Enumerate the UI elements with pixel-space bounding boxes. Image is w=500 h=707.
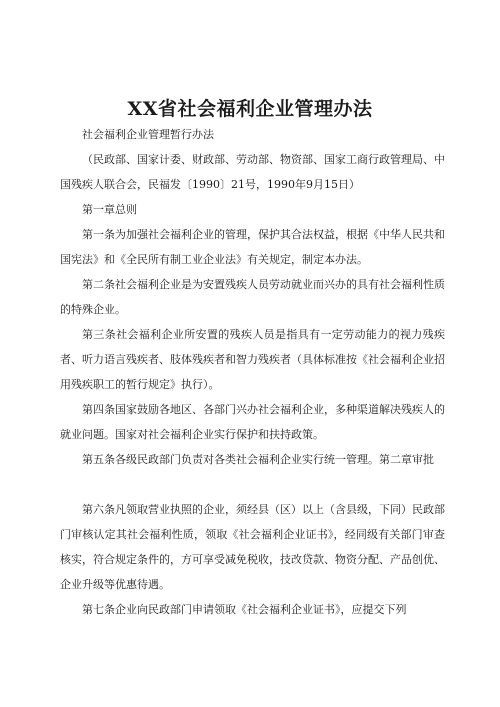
article-5-paragraph: 第五条各级民政部门负责对各类社会福利企业实行统一管理。第二章审批	[82, 453, 434, 466]
article-7-paragraph: 第七条企业向民政部门申请领取《社会福利企业证书》，应提交下列	[82, 603, 407, 616]
article-6-paragraph: 第六条凡领取营业执照的企业，须经县（区）以上（含县级，下同）民政部门审核认定其社会福利性质，领取《社会福利企业证书》，经同级有关部门审查核实，符合规定条件的，方可享受减免税收，技改贷款、物资分配、产品创优、企业升级等优惠待遇。	[60, 503, 445, 591]
article-1-paragraph: 第一条为加强社会福利企业的管理，保护其合法权益，根据《中华人民共和国宪法》和《全民所有制工业企业法》有关规定，制定本办法。	[60, 228, 445, 266]
article-2-paragraph: 第二条社会福利企业是为安置残疾人员劳动就业而兴办的具有社会福利性质的特殊企业。	[60, 278, 445, 316]
article-4-paragraph: 第四条国家鼓励各地区、各部门兴办社会福利企业，多种渠道解决残疾人的就业问题。国家对社会福利企业实行保护和扶持政策。	[60, 403, 445, 441]
document-title: XX省社会福利企业管理办法	[127, 98, 373, 120]
article-3-paragraph: 第三条社会福利企业所安置的残疾人员是指具有一定劳动能力的视力残疾者、听力语言残疾者、肢体残疾者和智力残疾者（具体标准按《社会福利企业招用残疾职工的暂行规定》执行）。	[60, 328, 445, 391]
issuing-info-paragraph: （民政部、国家计委、财政部、劳动部、物资部、国家工商行政管理局、中国残疾人联合会，民福发〔1990〕21号，1990年9月15日）	[60, 153, 445, 191]
subtitle-paragraph: 社会福利企业管理暂行办法	[82, 128, 214, 141]
chapter-heading: 第一章总则	[82, 203, 137, 216]
